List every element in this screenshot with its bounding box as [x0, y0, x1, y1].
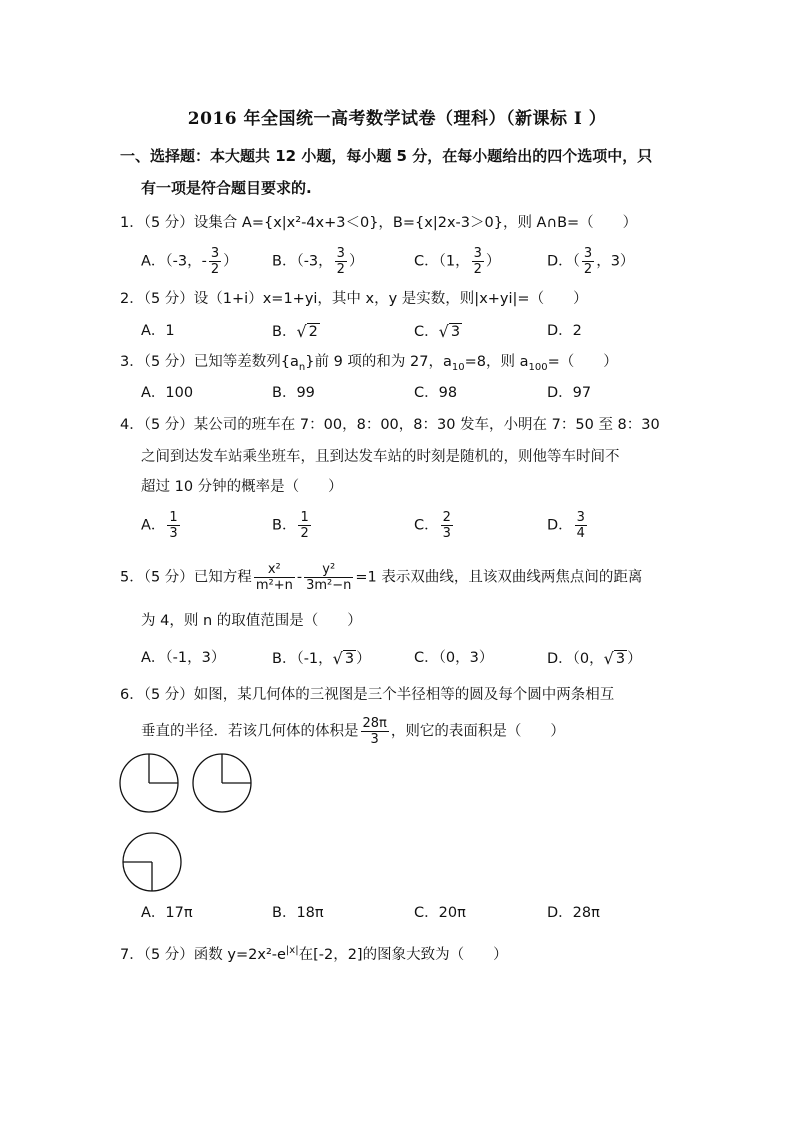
q1-option-b: B．（-3， $\frac{3}{2}$ ） — [272, 246, 364, 277]
question-4-stem-line-3: 超过 10 分钟的概率是（ ） — [141, 479, 343, 495]
q4-option-a: A． $\frac{1}{3}$ — [141, 510, 178, 541]
top-view-circle — [123, 833, 181, 891]
q4-option-c: C． $\frac{2}{3}$ — [414, 510, 451, 541]
question-7-stem: 7．（5 分）函数 $y=2x^2-e^{|x|}$在[-2，2]的图象大致为（ ） — [120, 945, 508, 963]
q6-option-b: B．18π — [272, 905, 324, 921]
sqrt-symbol: √ 3 — [438, 322, 461, 341]
three-view-figure — [118, 752, 258, 898]
question-5-stem-line-1: 5．（5 分）已知方程 $\frac{\text{x²}}{\text{m²+n}}$ - $\frac{\text{y²}}{\text{3m²−n}}$ =1 表示双曲线，且该双曲线两焦点间的距离 — [120, 562, 643, 593]
section-heading-line-1: 一、选择题：本大题共 12 小题，每小题 5 分，在每小题给出的四个选项中，只 — [120, 147, 653, 165]
sqrt-symbol: √ 3 — [603, 649, 626, 668]
question-6-stem-line-1: 6．（5 分）如图，某几何体的三视图是三个半径相等的圆及每个圆中两条相互 — [120, 687, 615, 703]
q6-option-a: A．17π — [141, 905, 193, 921]
q5-option-c: C．（0，3） — [414, 650, 494, 666]
q3-option-d: D．97 — [547, 385, 592, 401]
question-4-stem-line-1: 4．（5 分）某公司的班车在 7：00，8：00，8：30 发车，小明在 7：50 至 8：30 — [120, 417, 660, 433]
question-6-stem-line-2: 垂直的半径．若该几何体的体积是 $\frac{28\pi}{3}$ ，则它的表面积是（ ） — [141, 716, 565, 747]
q5-option-a: A．（-1，3） — [141, 650, 226, 666]
q3-option-b: B．99 — [272, 385, 315, 401]
q3-option-a: A．100 — [141, 385, 194, 401]
q6-option-c: C．20π — [414, 905, 466, 921]
q2-option-a: A．1 — [141, 323, 175, 339]
sqrt-symbol: √ 3 — [332, 649, 355, 668]
q3-option-c: C．98 — [414, 385, 458, 401]
q4-option-b: B． $\frac{1}{2}$ — [272, 510, 309, 541]
q5-option-d: D．（0，√ 3 ） — [547, 649, 642, 668]
q1-option-a: A．（-3，- $\frac{3}{2}$ ） — [141, 246, 238, 277]
section-heading-line-2: 有一项是符合题目要求的. — [141, 179, 312, 197]
question-5-stem-line-2: 为 4，则 n 的取值范围是（ ） — [141, 613, 362, 629]
q2-option-b: B．√ 2 — [272, 322, 318, 341]
question-2-stem: 2．（5 分）设（1+i）x=1+yi，其中 x，y 是实数，则|x+yi|=（ ） — [120, 291, 588, 307]
q4-option-d: D． $\frac{3}{4}$ — [547, 510, 585, 541]
q5-option-b: B．（-1，√ 3 ） — [272, 649, 371, 668]
q1-option-c: C．（1， $\frac{3}{2}$ ） — [414, 246, 501, 277]
front-view-circle — [120, 754, 178, 812]
side-view-circle — [193, 754, 251, 812]
sqrt-symbol: √ 2 — [296, 322, 318, 341]
page-title: 2016 年全国统一高考数学试卷（理科）（新课标 I ） — [187, 109, 607, 129]
q2-option-c: C．√ 3 — [414, 322, 461, 341]
q2-option-d: D．2 — [547, 323, 582, 339]
question-3-stem: 3．（5 分）已知等差数列$\{a_n\}$前 9 项的和为 27，$a_{10}=8$，则 $a_{100}=$（ ） — [120, 354, 618, 373]
question-1-stem: 1．（5 分）设集合 A={x|x²-4x+3＜0}，B={x|2x-3＞0}，则 A∩B=（ ） — [120, 215, 638, 231]
q1-option-d: D．（ $\frac{3}{2}$ ，3） — [547, 246, 635, 277]
question-4-stem-line-2: 之间到达发车站乘坐班车，且到达发车站的时刻是随机的，则他等车时间不 — [141, 449, 620, 465]
q6-option-d: D．28π — [547, 905, 600, 921]
